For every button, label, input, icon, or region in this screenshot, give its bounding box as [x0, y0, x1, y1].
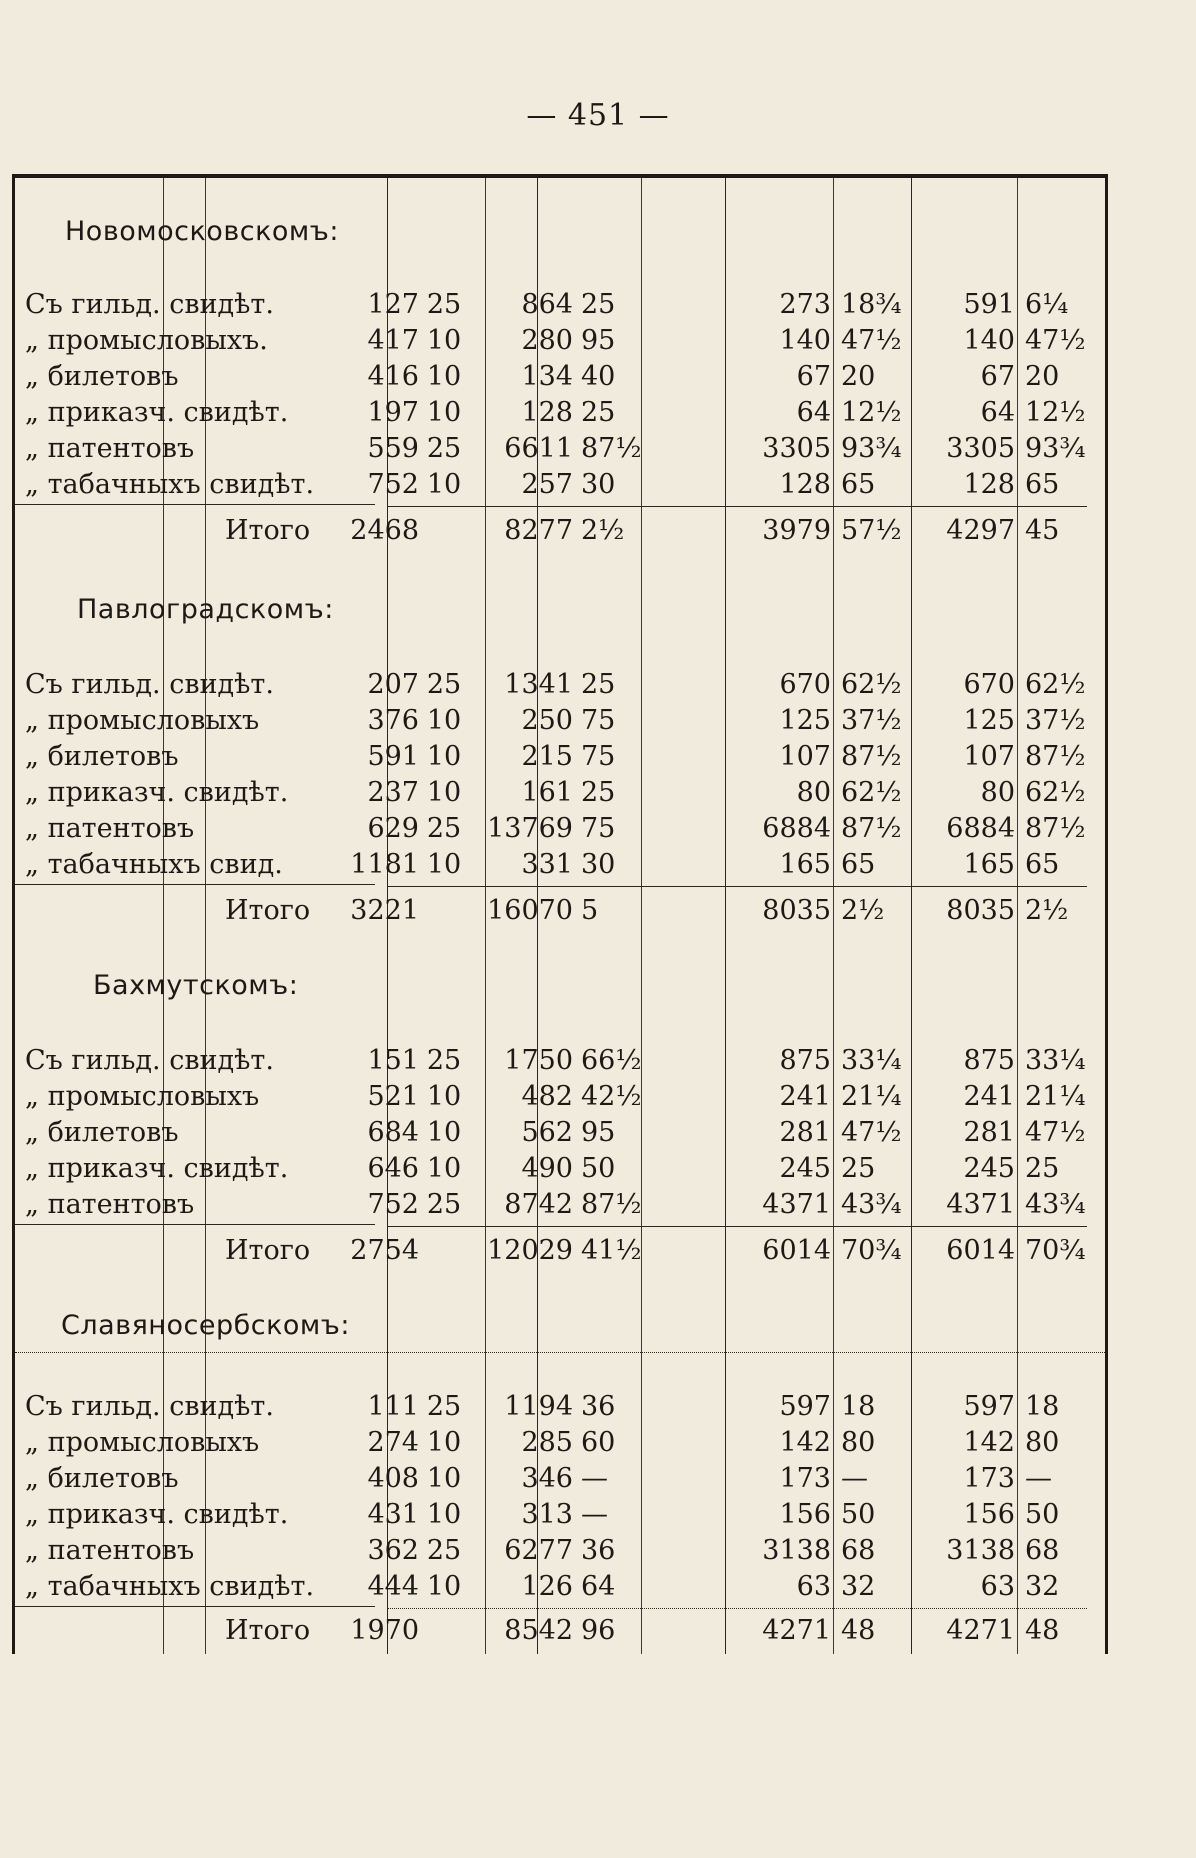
cell: 128	[521, 397, 573, 428]
cell: 257	[521, 469, 573, 500]
cell: 250	[521, 705, 573, 736]
cell: 107	[963, 741, 1015, 772]
row-label: „ приказч. свидѣт.	[25, 397, 289, 428]
cell: 20	[841, 361, 876, 392]
cell: 362	[367, 1535, 419, 1566]
cell: 128	[779, 469, 831, 500]
table-row	[15, 776, 1105, 810]
cell: 48	[841, 1615, 876, 1646]
cell: —	[841, 1463, 868, 1494]
cell: 10	[426, 741, 462, 772]
subtotal-rule	[387, 1226, 1087, 1227]
cell: 10	[426, 397, 462, 428]
cell: 2754	[350, 1235, 419, 1266]
total-label: Итого	[225, 1615, 311, 1646]
cell: 875	[963, 1045, 1015, 1076]
table-row	[15, 1570, 1105, 1604]
page-number: — 451 —	[526, 98, 670, 133]
cell: 562	[521, 1117, 573, 1148]
cell: 281	[963, 1117, 1015, 1148]
row-label: „ патентовъ	[25, 433, 195, 464]
cell: 93¾	[1025, 433, 1086, 464]
cell: 1970	[350, 1615, 419, 1646]
cell: 559	[367, 433, 419, 464]
cell: 151	[367, 1045, 419, 1076]
cell: 490	[521, 1153, 573, 1184]
cell: 68	[841, 1535, 876, 1566]
cell: 2½	[841, 895, 885, 926]
cell: 6884	[946, 813, 1015, 844]
cell: 8277	[504, 515, 573, 546]
cell: 313	[521, 1499, 573, 1530]
cell: 591	[367, 741, 419, 772]
cell: 173	[779, 1463, 831, 1494]
row-label: „ приказч. свидѣт.	[25, 777, 289, 808]
table-row	[15, 1116, 1105, 1150]
cell: 25	[426, 669, 462, 700]
row-label: „ приказч. свидѣт.	[25, 1153, 289, 1184]
cell: 43¾	[1025, 1189, 1086, 1220]
cell: 670	[779, 669, 831, 700]
cell: 6014	[762, 1235, 831, 1266]
cell: 8742	[504, 1189, 573, 1220]
row-label: „ табачныхъ свидѣт.	[25, 1571, 315, 1602]
row-label: Съ гильд. свидѣт.	[25, 289, 274, 320]
cell: 87½	[841, 813, 902, 844]
cell: 50	[1025, 1499, 1060, 1530]
cell: 281	[779, 1117, 831, 1148]
cell: —	[1025, 1463, 1052, 1494]
cell: 80	[1025, 1427, 1060, 1458]
cell: 127	[367, 289, 419, 320]
cell: 25	[426, 433, 462, 464]
cell: 43¾	[841, 1189, 902, 1220]
cell: 3138	[762, 1535, 831, 1566]
cell: 47½	[1025, 1117, 1086, 1148]
cell: 2½	[581, 515, 625, 546]
cell: 237	[367, 777, 419, 808]
cell: 16070	[487, 895, 573, 926]
cell: 40	[581, 361, 616, 392]
cell: 10	[426, 469, 462, 500]
cell: —	[581, 1463, 608, 1494]
cell: 10	[426, 361, 462, 392]
cell: 416	[367, 361, 419, 392]
table-row	[15, 288, 1105, 322]
cell: 4271	[762, 1615, 831, 1646]
cell: 1181	[350, 849, 419, 880]
cell: 241	[779, 1081, 831, 1112]
row-label: „ табачныхъ свид.	[25, 849, 283, 880]
cell: 32	[1025, 1571, 1060, 1602]
cell: 75	[581, 813, 616, 844]
table-row	[15, 812, 1105, 846]
cell: 3221	[350, 895, 419, 926]
cell: 10	[426, 1153, 462, 1184]
table-row	[15, 432, 1105, 466]
subtotal-rule	[15, 1606, 375, 1607]
cell: 125	[779, 705, 831, 736]
cell: 12½	[841, 397, 902, 428]
total-row	[15, 1614, 1105, 1648]
cell: 125	[963, 705, 1015, 736]
section-title-pavlograd: Павлоградскомъ:	[77, 594, 334, 625]
cell: 75	[581, 741, 616, 772]
cell: 597	[779, 1391, 831, 1422]
cell: 6014	[946, 1235, 1015, 1266]
section-title-slavyanoserbsk: Славяносербскомъ:	[61, 1310, 350, 1341]
cell: 4271	[946, 1615, 1015, 1646]
cell: 646	[367, 1153, 419, 1184]
cell: 10	[426, 1081, 462, 1112]
cell: 65	[1025, 849, 1060, 880]
cell: 62½	[1025, 777, 1086, 808]
cell: 60	[581, 1427, 616, 1458]
table-row	[15, 1188, 1105, 1222]
cell: 684	[367, 1117, 419, 1148]
total-row	[15, 1234, 1105, 1268]
table-row	[15, 1534, 1105, 1568]
cell: 10	[426, 705, 462, 736]
cell: 20	[1025, 361, 1060, 392]
row-label: Съ гильд. свидѣт.	[25, 1391, 274, 1422]
cell: 62½	[841, 669, 902, 700]
table-row	[15, 740, 1105, 774]
cell: 65	[841, 469, 876, 500]
cell: 8542	[504, 1615, 573, 1646]
cell: 64	[796, 397, 831, 428]
row-label: „ табачныхъ свидѣт.	[25, 469, 315, 500]
cell: 280	[521, 325, 573, 356]
cell: 65	[1025, 469, 1060, 500]
cell: 87½	[1025, 741, 1086, 772]
cell: 752	[367, 469, 419, 500]
cell: 18	[1025, 1391, 1060, 1422]
cell: 96	[581, 1615, 616, 1646]
cell: 41½	[581, 1235, 642, 1266]
row-label: „ промысловыхъ	[25, 1081, 260, 1112]
table-row	[15, 1462, 1105, 1496]
cell: 87½	[581, 1189, 642, 1220]
cell: 245	[963, 1153, 1015, 1184]
cell: 30	[581, 849, 616, 880]
cell: 68	[1025, 1535, 1060, 1566]
cell: 134	[521, 361, 573, 392]
cell: 75	[581, 705, 616, 736]
cell: 10	[426, 1571, 462, 1602]
table-row	[15, 396, 1105, 430]
cell: 6¼	[1025, 289, 1069, 320]
cell: 241	[963, 1081, 1015, 1112]
cell: 4371	[946, 1189, 1015, 1220]
cell: 197	[367, 397, 419, 428]
table-row	[15, 1152, 1105, 1186]
subtotal-rule	[387, 1608, 1087, 1609]
subtotal-rule	[387, 506, 1087, 507]
cell: 63	[980, 1571, 1015, 1602]
cell: 25	[581, 397, 616, 428]
cell: 25	[1025, 1153, 1060, 1184]
cell: 93¾	[841, 433, 902, 464]
cell: 107	[779, 741, 831, 772]
section-title-novomoskovsk: Новомосковскомъ:	[65, 216, 339, 247]
cell: 50	[581, 1153, 616, 1184]
cell: 245	[779, 1153, 831, 1184]
cell: 12½	[1025, 397, 1086, 428]
cell: 670	[963, 669, 1015, 700]
cell: 45	[1025, 515, 1060, 546]
subtotal-rule	[15, 504, 375, 505]
cell: 25	[581, 289, 616, 320]
row-label: „ билетовъ	[25, 741, 179, 772]
total-label: Итого	[225, 515, 311, 546]
cell: 64	[581, 1571, 616, 1602]
cell: 142	[779, 1427, 831, 1458]
row-label: „ промысловыхъ	[25, 1427, 260, 1458]
cell: 62½	[841, 777, 902, 808]
cell: 752	[367, 1189, 419, 1220]
cell: 376	[367, 705, 419, 736]
table-row	[15, 1080, 1105, 1114]
table-row	[15, 1044, 1105, 1078]
table-row	[15, 324, 1105, 358]
cell: 6611	[504, 433, 573, 464]
cell: 25	[581, 777, 616, 808]
table-row	[15, 704, 1105, 738]
cell: 63	[796, 1571, 831, 1602]
cell: 408	[367, 1463, 419, 1494]
cell: 6277	[504, 1535, 573, 1566]
cell: 3305	[762, 433, 831, 464]
cell: 25	[426, 1535, 462, 1566]
cell: 140	[963, 325, 1015, 356]
cell: 126	[521, 1571, 573, 1602]
cell: 273	[779, 289, 831, 320]
cell: 87½	[581, 433, 642, 464]
subtotal-rule	[15, 884, 375, 885]
table-row	[15, 668, 1105, 702]
table-row	[15, 1426, 1105, 1460]
cell: 1341	[504, 669, 573, 700]
row-label: „ промысловыхъ.	[25, 325, 268, 356]
row-label: Съ гильд. свидѣт.	[25, 1045, 274, 1076]
cell: 285	[521, 1427, 573, 1458]
cell: 37½	[1025, 705, 1086, 736]
cell: 10	[426, 1463, 462, 1494]
cell: 165	[963, 849, 1015, 880]
cell: 4297	[946, 515, 1015, 546]
row-label: „ билетовъ	[25, 1463, 179, 1494]
cell: 4371	[762, 1189, 831, 1220]
cell: 140	[779, 325, 831, 356]
cell: 10	[426, 1499, 462, 1530]
cell: 48	[1025, 1615, 1060, 1646]
cell: 47½	[841, 325, 902, 356]
cell: 2468	[350, 515, 419, 546]
cell: 3138	[946, 1535, 1015, 1566]
cell: 80	[796, 777, 831, 808]
cell: 70¾	[841, 1235, 902, 1266]
cell: 173	[963, 1463, 1015, 1494]
total-label: Итого	[225, 895, 311, 926]
cell: 444	[367, 1571, 419, 1602]
row-label: „ патентовъ	[25, 813, 195, 844]
cell: 95	[581, 325, 616, 356]
cell: 864	[521, 289, 573, 320]
cell: 215	[521, 741, 573, 772]
cell: 1750	[504, 1045, 573, 1076]
cell: 165	[779, 849, 831, 880]
cell: 13769	[487, 813, 573, 844]
table-row	[15, 1498, 1105, 1532]
cell: 50	[841, 1499, 876, 1530]
cell: 10	[426, 1427, 462, 1458]
cell: 10	[426, 849, 462, 880]
cell: 25	[581, 669, 616, 700]
cell: 521	[367, 1081, 419, 1112]
cell: 25	[426, 1391, 462, 1422]
total-row	[15, 894, 1105, 928]
cell: 18	[841, 1391, 876, 1422]
cell: 87½	[841, 741, 902, 772]
cell: 8035	[762, 895, 831, 926]
cell: 87½	[1025, 813, 1086, 844]
cell: 10	[426, 777, 462, 808]
cell: 25	[841, 1153, 876, 1184]
cell: 207	[367, 669, 419, 700]
cell: 2½	[1025, 895, 1069, 926]
row-label: Съ гильд. свидѣт.	[25, 669, 274, 700]
cell: 25	[426, 813, 462, 844]
total-label: Итого	[225, 1235, 311, 1266]
row-label: „ патентовъ	[25, 1189, 195, 1220]
cell: 42½	[581, 1081, 642, 1112]
row-label: „ приказч. свидѣт.	[25, 1499, 289, 1530]
row-label: „ патентовъ	[25, 1535, 195, 1566]
table-row	[15, 468, 1105, 502]
cell: 12029	[487, 1235, 573, 1266]
cell: —	[581, 1499, 608, 1530]
cell: 37½	[841, 705, 902, 736]
cell: 66½	[581, 1045, 642, 1076]
cell: 57½	[841, 515, 902, 546]
cell: 30	[581, 469, 616, 500]
subtotal-rule	[387, 886, 1087, 887]
row-label: „ билетовъ	[25, 1117, 179, 1148]
cell: 274	[367, 1427, 419, 1458]
cell: 431	[367, 1499, 419, 1530]
table-row	[15, 848, 1105, 882]
cell: 597	[963, 1391, 1015, 1422]
cell: 10	[426, 325, 462, 356]
cell: 62½	[1025, 669, 1086, 700]
cell: 3979	[762, 515, 831, 546]
section-rule	[15, 1352, 1105, 1353]
cell: 417	[367, 325, 419, 356]
cell: 156	[963, 1499, 1015, 1530]
cell: 629	[367, 813, 419, 844]
table-row	[15, 360, 1105, 394]
total-row	[15, 514, 1105, 548]
cell: 875	[779, 1045, 831, 1076]
cell: 10	[426, 1117, 462, 1148]
section-title-bakhmut: Бахмутскомъ:	[93, 970, 299, 1001]
cell: 21¼	[1025, 1081, 1086, 1112]
cell: 156	[779, 1499, 831, 1530]
cell: 1194	[504, 1391, 573, 1422]
cell: 5	[581, 895, 599, 926]
cell: 346	[521, 1463, 573, 1494]
cell: 25	[426, 289, 462, 320]
cell: 67	[980, 361, 1015, 392]
cell: 70¾	[1025, 1235, 1086, 1266]
cell: 33¼	[841, 1045, 902, 1076]
ledger-table	[12, 174, 1108, 1654]
cell: 64	[980, 397, 1015, 428]
cell: 67	[796, 361, 831, 392]
row-label: „ билетовъ	[25, 361, 179, 392]
cell: 128	[963, 469, 1015, 500]
cell: 80	[980, 777, 1015, 808]
cell: 32	[841, 1571, 876, 1602]
cell: 95	[581, 1117, 616, 1148]
cell: 161	[521, 777, 573, 808]
cell: 6884	[762, 813, 831, 844]
subtotal-rule	[15, 1224, 375, 1225]
cell: 36	[581, 1391, 616, 1422]
cell: 80	[841, 1427, 876, 1458]
cell: 25	[426, 1189, 462, 1220]
cell: 47½	[841, 1117, 902, 1148]
cell: 331	[521, 849, 573, 880]
cell: 65	[841, 849, 876, 880]
cell: 36	[581, 1535, 616, 1566]
cell: 8035	[946, 895, 1015, 926]
cell: 18¾	[841, 289, 902, 320]
cell: 3305	[946, 433, 1015, 464]
cell: 142	[963, 1427, 1015, 1458]
cell: 47½	[1025, 325, 1086, 356]
cell: 591	[963, 289, 1015, 320]
cell: 33¼	[1025, 1045, 1086, 1076]
cell: 111	[367, 1391, 419, 1422]
table-row	[15, 1390, 1105, 1424]
cell: 25	[426, 1045, 462, 1076]
cell: 21¼	[841, 1081, 902, 1112]
row-label: „ промысловыхъ	[25, 705, 260, 736]
cell: 482	[521, 1081, 573, 1112]
